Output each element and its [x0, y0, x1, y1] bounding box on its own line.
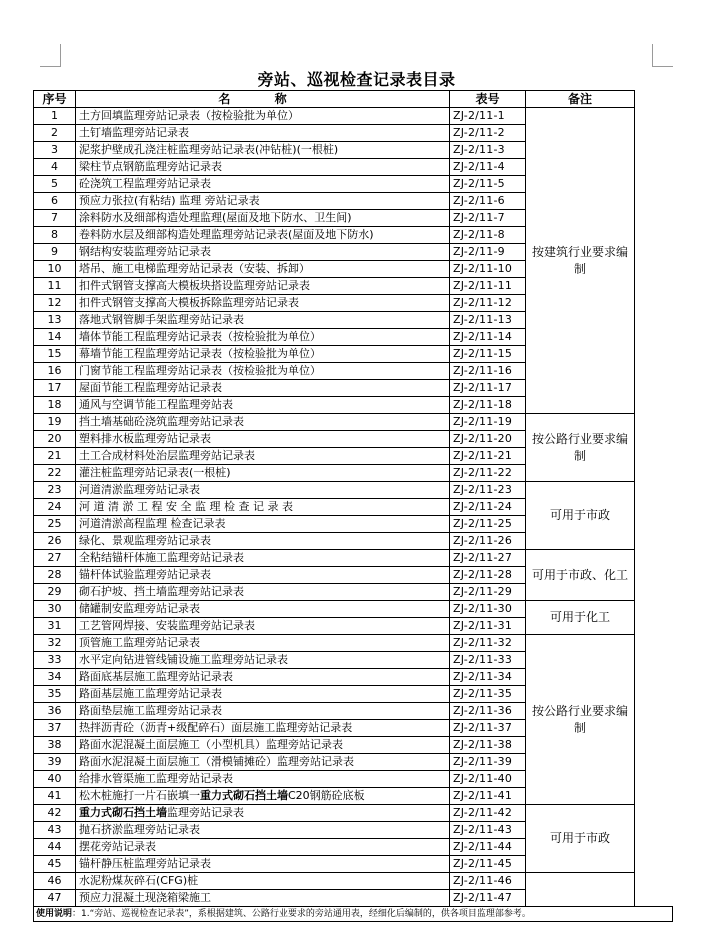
- row-name: 幕墙节能工程监理旁站记录表（按检验批为单位）: [76, 346, 450, 363]
- row-note: 可用于市政、化工: [526, 550, 635, 601]
- row-code: ZJ-2/11-18: [450, 397, 526, 414]
- row-number: 11: [34, 278, 76, 295]
- row-number: 39: [34, 754, 76, 771]
- row-number: 13: [34, 312, 76, 329]
- row-number: 38: [34, 737, 76, 754]
- row-code: ZJ-2/11-43: [450, 822, 526, 839]
- table-row: [34, 890, 635, 907]
- row-name: 涂料防水及细部构造处理监理(屋面及地下防水、卫生间): [76, 210, 450, 227]
- row-name: 路面水泥混凝土面层施工（小型机具）监理旁站记录表: [76, 737, 450, 754]
- row-name: 扣件式钢管支撑高大模板拆除监理旁站记录表: [76, 295, 450, 312]
- row-note: 可用于化工: [526, 601, 635, 635]
- crop-mark-left: [60, 44, 61, 66]
- row-code: ZJ-2/11-16: [450, 363, 526, 380]
- row-note: 按公路行业要求编制: [526, 414, 635, 482]
- row-name: 工艺管网焊接、安装监理旁站记录表: [76, 618, 450, 635]
- row-name: 墙体节能工程监理旁站记录表（按检验批为单位）: [76, 329, 450, 346]
- row-code: ZJ-2/11-19: [450, 414, 526, 431]
- row-code: ZJ-2/11-41: [450, 788, 526, 805]
- row-number: 22: [34, 465, 76, 482]
- row-note: 按公路行业要求编制: [526, 635, 635, 805]
- header-note: 备注: [526, 91, 635, 108]
- page-title: 旁站、巡视检查记录表目录: [257, 70, 456, 89]
- row-name: 钢结构安装监理旁站记录表: [76, 244, 450, 261]
- row-name: 路面垫层施工监理旁站记录表: [76, 703, 450, 720]
- row-name: 摆花旁站记录表: [76, 839, 450, 856]
- record-table: [33, 90, 635, 907]
- row-code: ZJ-2/11-13: [450, 312, 526, 329]
- row-note: 可用于市政: [526, 805, 635, 873]
- row-number: 17: [34, 380, 76, 397]
- row-code: ZJ-2/11-44: [450, 839, 526, 856]
- table-row: [34, 550, 635, 567]
- row-code: ZJ-2/11-34: [450, 669, 526, 686]
- row-number: 1: [34, 108, 76, 125]
- row-code: ZJ-2/11-24: [450, 499, 526, 516]
- row-code: ZJ-2/11-27: [450, 550, 526, 567]
- row-number: 4: [34, 159, 76, 176]
- row-name: 热拌沥青砼（沥青+级配碎石）面层施工监理旁站记录表: [76, 720, 450, 737]
- row-code: ZJ-2/11-42: [450, 805, 526, 822]
- row-number: 42: [34, 805, 76, 822]
- row-number: 47: [34, 890, 76, 907]
- row-name: 土钉墙监理旁站记录表: [76, 125, 450, 142]
- row-number: 40: [34, 771, 76, 788]
- row-code: ZJ-2/11-14: [450, 329, 526, 346]
- row-name-part: 松木桩施打一片石嵌填一: [79, 789, 200, 802]
- row-code: ZJ-2/11-39: [450, 754, 526, 771]
- row-name-part: 监理旁站记录表: [167, 806, 244, 819]
- row-number: 43: [34, 822, 76, 839]
- row-number: 41: [34, 788, 76, 805]
- row-name: 泥浆护壁成孔浇注桩监理旁站记录表(冲钻桩)(一根桩): [76, 142, 450, 159]
- row-number: 12: [34, 295, 76, 312]
- row-name: 全粘结锚杆体施工监理旁站记录表: [76, 550, 450, 567]
- row-number: 35: [34, 686, 76, 703]
- row-name: 河道清淤监理旁站记录表: [76, 482, 450, 499]
- row-name: 扣件式钢管支撑高大模板块搭设监理旁站记录表: [76, 278, 450, 295]
- row-name: 给排水管渠施工监理旁站记录表: [76, 771, 450, 788]
- row-name: 锚杆静压桩监理旁站记录表: [76, 856, 450, 873]
- row-number: 14: [34, 329, 76, 346]
- row-number: 3: [34, 142, 76, 159]
- row-code: ZJ-2/11-37: [450, 720, 526, 737]
- table-header-row: [34, 91, 635, 108]
- row-code: ZJ-2/11-47: [450, 890, 526, 907]
- usage-note-label: 使用说明: [36, 909, 73, 919]
- row-name: 灌注桩监理旁站记录表(一根桩): [76, 465, 450, 482]
- row-number: 7: [34, 210, 76, 227]
- row-name: 砼浇筑工程监理旁站记录表: [76, 176, 450, 193]
- row-code: ZJ-2/11-15: [450, 346, 526, 363]
- row-code: ZJ-2/11-31: [450, 618, 526, 635]
- row-code: ZJ-2/11-9: [450, 244, 526, 261]
- row-code: ZJ-2/11-21: [450, 448, 526, 465]
- row-number: 24: [34, 499, 76, 516]
- row-number: 26: [34, 533, 76, 550]
- row-number: 34: [34, 669, 76, 686]
- usage-note-text: ：1.“旁站、巡视检查记录表”，系根据建筑、公路行业要求的旁站通用表，经细化后编制的，供各项目监理部参考。: [72, 909, 531, 919]
- table-row: [34, 108, 635, 125]
- row-number: 6: [34, 193, 76, 210]
- row-name-bold: 重力式砌石挡土墙: [200, 789, 288, 802]
- row-name: 路面水泥混凝土面层施工（滑模铺摊砼）监理旁站记录表: [76, 754, 450, 771]
- row-number: 33: [34, 652, 76, 669]
- row-code: ZJ-2/11-45: [450, 856, 526, 873]
- row-code: ZJ-2/11-28: [450, 567, 526, 584]
- row-code: ZJ-2/11-33: [450, 652, 526, 669]
- row-code: ZJ-2/11-26: [450, 533, 526, 550]
- table-row: [34, 601, 635, 618]
- row-name: 挡土墙基础砼浇筑监理旁站记录表: [76, 414, 450, 431]
- table-row: [34, 873, 635, 890]
- row-name: 梁柱节点钢筋监理旁站记录表: [76, 159, 450, 176]
- row-name: 屋面节能工程监理旁站记录表: [76, 380, 450, 397]
- row-number: 16: [34, 363, 76, 380]
- row-name: 落地式钢管脚手架监理旁站记录表: [76, 312, 450, 329]
- row-code: ZJ-2/11-22: [450, 465, 526, 482]
- row-name: 抛石挤淤监理旁站记录表: [76, 822, 450, 839]
- row-name: 通风与空调节能工程监理旁站表: [76, 397, 450, 414]
- row-code: ZJ-2/11-3: [450, 142, 526, 159]
- crop-mark-right: [652, 44, 653, 66]
- row-note: 可用于市政: [526, 482, 635, 550]
- row-code: ZJ-2/11-7: [450, 210, 526, 227]
- row-name: 路面基层施工监理旁站记录表: [76, 686, 450, 703]
- row-number: 31: [34, 618, 76, 635]
- row-name: 储罐制安监理旁站记录表: [76, 601, 450, 618]
- row-code: ZJ-2/11-12: [450, 295, 526, 312]
- row-code: ZJ-2/11-17: [450, 380, 526, 397]
- row-name: 路面底基层施工监理旁站记录表: [76, 669, 450, 686]
- row-number: 21: [34, 448, 76, 465]
- row-number: 9: [34, 244, 76, 261]
- row-name: 锚杆体试验监理旁站记录表: [76, 567, 450, 584]
- row-code: ZJ-2/11-4: [450, 159, 526, 176]
- row-code: ZJ-2/11-38: [450, 737, 526, 754]
- row-name: 顶管施工监理旁站记录表: [76, 635, 450, 652]
- table-row: [34, 805, 635, 822]
- row-code: ZJ-2/11-46: [450, 873, 526, 890]
- table-row: [34, 482, 635, 499]
- row-name: 绿化、景观监理旁站记录表: [76, 533, 450, 550]
- row-name: 水泥粉煤灰碎石(CFG)桩: [76, 873, 450, 890]
- row-number: 44: [34, 839, 76, 856]
- row-code: ZJ-2/11-23: [450, 482, 526, 499]
- row-name-bold: 重力式砌石挡土墙: [79, 806, 167, 819]
- row-name: [76, 788, 450, 805]
- row-number: 37: [34, 720, 76, 737]
- row-number: 29: [34, 584, 76, 601]
- row-name: 塑料排水板监理旁站记录表: [76, 431, 450, 448]
- row-number: 2: [34, 125, 76, 142]
- row-name: [76, 805, 450, 822]
- row-number: 28: [34, 567, 76, 584]
- row-name: 塔吊、施工电梯监理旁站记录表（安装、拆卸）: [76, 261, 450, 278]
- row-number: 36: [34, 703, 76, 720]
- row-number: 46: [34, 873, 76, 890]
- row-number: 10: [34, 261, 76, 278]
- row-code: ZJ-2/11-36: [450, 703, 526, 720]
- table-row: [34, 635, 635, 652]
- row-code: ZJ-2/11-29: [450, 584, 526, 601]
- row-code: ZJ-2/11-1: [450, 108, 526, 125]
- row-number: 25: [34, 516, 76, 533]
- row-note: 按建筑行业要求编制: [526, 108, 635, 414]
- row-number: 20: [34, 431, 76, 448]
- row-code: ZJ-2/11-30: [450, 601, 526, 618]
- row-number: 23: [34, 482, 76, 499]
- row-code: ZJ-2/11-25: [450, 516, 526, 533]
- row-number: 18: [34, 397, 76, 414]
- row-name-part: C20钢筋砼底板: [288, 789, 365, 802]
- row-name: 砌石护坡、挡土墙监理旁站记录表: [76, 584, 450, 601]
- row-code: ZJ-2/11-11: [450, 278, 526, 295]
- row-number: 45: [34, 856, 76, 873]
- row-code: ZJ-2/11-5: [450, 176, 526, 193]
- row-name: 土工合成材料处治层监理旁站记录表: [76, 448, 450, 465]
- row-name: 预应力张拉(有粘结) 监理 旁站记录表: [76, 193, 450, 210]
- row-number: 19: [34, 414, 76, 431]
- table-body: [34, 108, 635, 907]
- row-number: 30: [34, 601, 76, 618]
- row-number: 5: [34, 176, 76, 193]
- row-number: 27: [34, 550, 76, 567]
- row-name: 土方回填监理旁站记录表（按检验批为单位）: [76, 108, 450, 125]
- row-code: ZJ-2/11-32: [450, 635, 526, 652]
- row-code: ZJ-2/11-6: [450, 193, 526, 210]
- row-code: ZJ-2/11-35: [450, 686, 526, 703]
- header-name: 名 称: [76, 91, 450, 108]
- row-name: 河道清淤高程监理 检查记录表: [76, 516, 450, 533]
- header-no: 序号: [34, 91, 76, 108]
- row-name: 预应力混凝土现浇箱梁施工: [76, 890, 450, 907]
- row-number: 32: [34, 635, 76, 652]
- row-code: ZJ-2/11-8: [450, 227, 526, 244]
- row-number: 8: [34, 227, 76, 244]
- usage-note: [33, 906, 673, 922]
- row-number: 15: [34, 346, 76, 363]
- table-row: [34, 414, 635, 431]
- row-code: ZJ-2/11-40: [450, 771, 526, 788]
- header-code: 表号: [450, 91, 526, 108]
- row-name: 水平定向钻进管线铺设施工监理旁站记录表: [76, 652, 450, 669]
- row-code: ZJ-2/11-20: [450, 431, 526, 448]
- row-code: ZJ-2/11-10: [450, 261, 526, 278]
- row-code: ZJ-2/11-2: [450, 125, 526, 142]
- row-name: 门窗节能工程监理旁站记录表（按检验批为单位）: [76, 363, 450, 380]
- row-name: 河 道 清 淤 工 程 安 全 监 理 检 查 记 录 表: [76, 499, 450, 516]
- row-name: 卷料防水层及细部构造处理监理旁站记录表(屋面及地下防水): [76, 227, 450, 244]
